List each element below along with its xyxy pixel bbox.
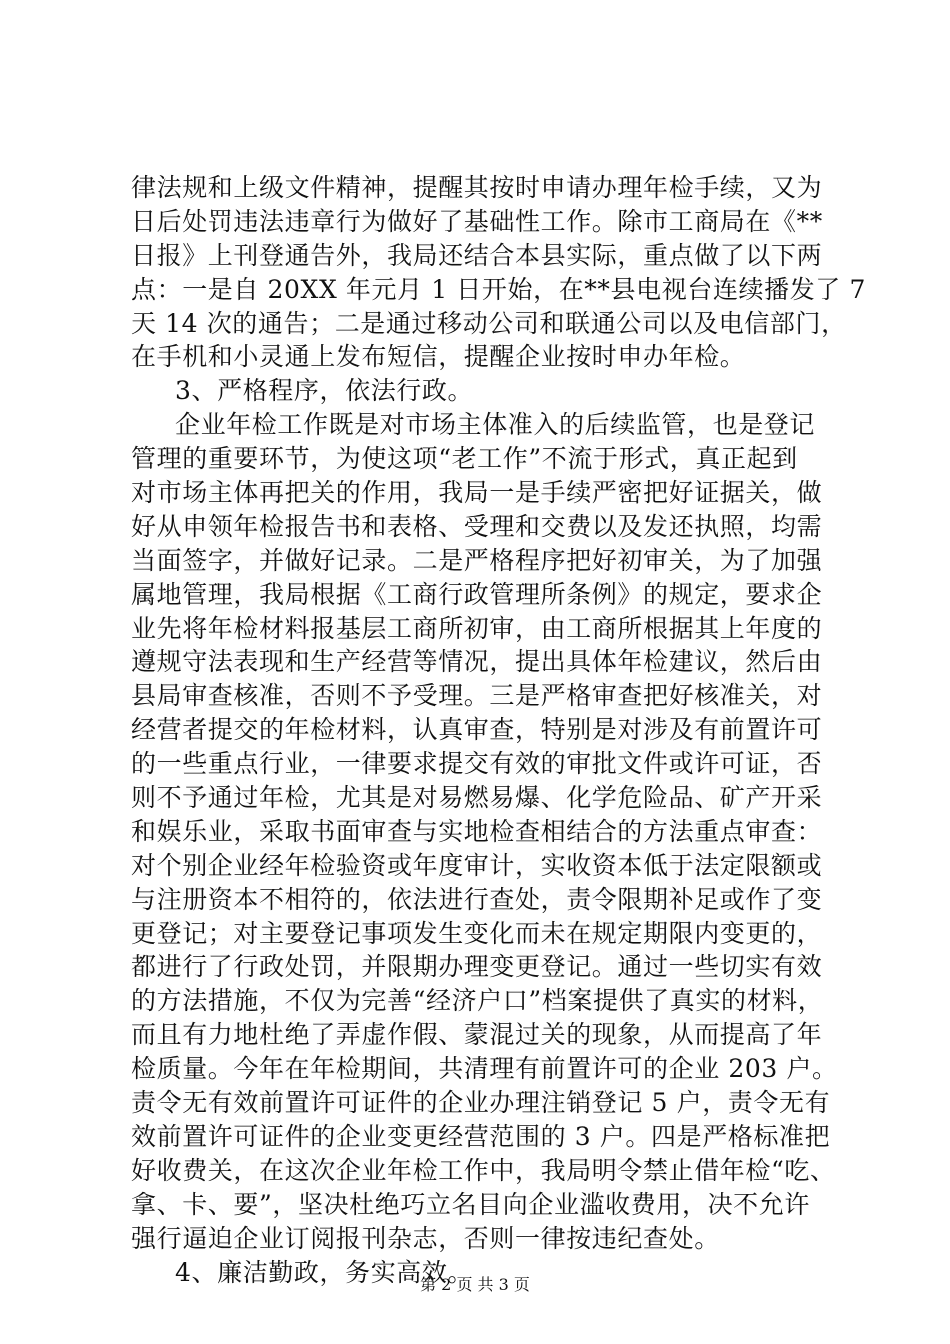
text-line: 县局审查核准，否则不予受理。三是严格审查把好核准关，对 — [131, 681, 823, 711]
text-line: 对个别企业经年检验资或年度审计，实收资本低于法定限额或 — [131, 850, 823, 880]
text-line: 点：一是自 20XX 年元月 1 日开始，在**县电视台连续播发了 7 — [131, 274, 866, 304]
text-line: 而且有力地杜绝了弄虚作假、蒙混过关的现象，从而提高了年 — [131, 1020, 823, 1050]
text-line: 强行逼迫企业订阅报刊杂志，否则一律按违纪查处。 — [131, 1223, 720, 1253]
section-heading: 3、严格程序，依法行政。 — [175, 376, 474, 406]
text-line: 好从申领年检报告书和表格、受理和交费以及发还执照，均需 — [131, 511, 823, 541]
text-line: 的方法措施，不仅为完善“经济户口”档案提供了真实的材料， — [131, 986, 824, 1016]
text-line: 遵规守法表现和生产经营等情况，提出具体年检建议，然后由 — [131, 647, 823, 677]
text-line: 管理的重要环节，为使这项“老工作”不流于形式，真正起到 — [131, 444, 798, 474]
text-line: 日后处罚违法违章行为做好了基础性工作。除市工商局在《** — [131, 206, 823, 236]
text-line: 日报》上刊登通告外，我局还结合本县实际，重点做了以下两 — [131, 240, 823, 270]
text-line: 拿、卡、要”，坚决杜绝巧立名目向企业滥收费用，决不允许 — [131, 1189, 810, 1219]
text-line: 在手机和小灵通上发布短信，提醒企业按时申办年检。 — [131, 342, 746, 372]
text-line: 检质量。今年在年检期间，共清理有前置许可的企业 203 户。 — [131, 1054, 838, 1084]
section-heading: 4、廉洁勤政，务实高效。 — [175, 1257, 474, 1287]
text-line: 好收费关，在这次企业年检工作中，我局明令禁止借年检“吃、 — [131, 1155, 836, 1185]
page-footer: 第 2 页 共 3 页 — [420, 1275, 530, 1294]
text-line: 天 14 次的通告；二是通过移动公司和联通公司以及电信部门， — [131, 308, 847, 338]
body-text — [131, 171, 866, 1289]
text-line: 企业年检工作既是对市场主体准入的后续监管，也是登记 — [175, 410, 816, 440]
text-line: 则不予通过年检，尤其是对易燃易爆、化学危险品、矿产开采 — [131, 783, 823, 813]
text-line: 当面签字，并做好记录。二是严格程序把好初审关，为了加强 — [131, 545, 823, 575]
text-line: 律法规和上级文件精神，提醒其按时申请办理年检手续，又为 — [131, 173, 823, 202]
text-line: 和娱乐业，采取书面审查与实地检查相结合的方法重点审查： — [131, 816, 823, 846]
text-line: 对市场主体再把关的作用，我局一是手续严密把好证据关，做 — [131, 478, 823, 508]
text-line: 业先将年检材料报基层工商所初审，由工商所根据其上年度的 — [131, 613, 823, 643]
text-line: 经营者提交的年检材料，认真审查，特别是对涉及有前置许可 — [131, 715, 823, 745]
text-line: 更登记；对主要登记事项发生变化而未在规定期限内变更的， — [131, 918, 823, 948]
text-line: 与注册资本不相符的，依法进行查处，责令限期补足或作了变 — [131, 884, 823, 914]
text-line: 的一些重点行业，一律要求提交有效的审批文件或许可证，否 — [131, 749, 823, 779]
text-line: 都进行了行政处罚，并限期办理变更登记。通过一些切实有效 — [131, 952, 823, 982]
text-line: 责令无有效前置许可证件的企业办理注销登记 5 户，责令无有 — [131, 1088, 831, 1118]
text-line: 属地管理，我局根据《工商行政管理所条例》的规定，要求企 — [131, 579, 823, 609]
text-line: 效前置许可证件的企业变更经营范围的 3 户。四是严格标准把 — [131, 1121, 831, 1151]
